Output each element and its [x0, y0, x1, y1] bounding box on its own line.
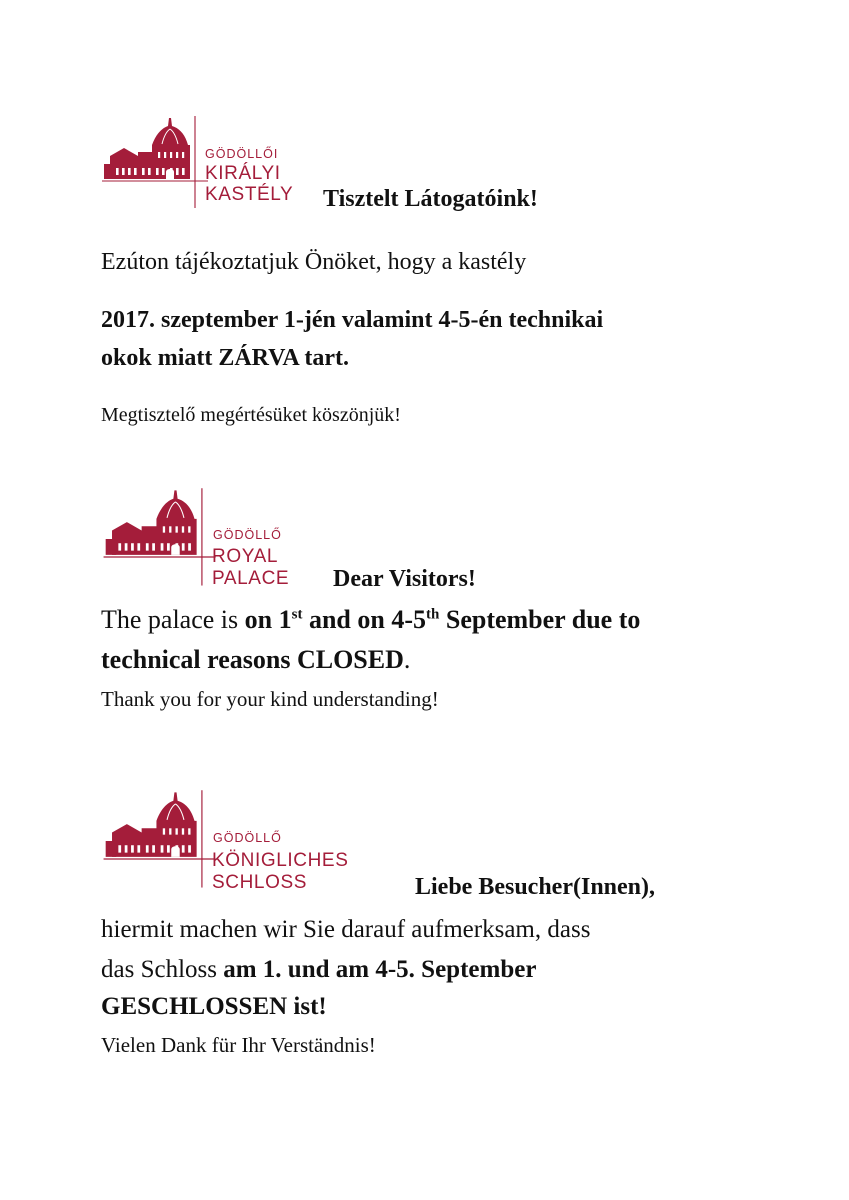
palace-logo-german: [100, 786, 349, 896]
palace-logo-english: [100, 484, 325, 594]
logo-line-2: KÖNIGLICHES: [212, 850, 349, 871]
logo-line-2: KIRÁLYI: [205, 163, 281, 184]
logo-line-3: KASTÉLY: [205, 184, 294, 205]
greeting-english: Dear Visitors!: [333, 566, 476, 592]
intro-hungarian: Ezúton tájékoztatjuk Önöket, hogy a kastély: [101, 249, 527, 275]
logo-line-3: SCHLOSS: [212, 872, 308, 893]
thanks-german: Vielen Dank für Ihr Verständnis!: [101, 1033, 376, 1057]
notice-german-line-3: GESCHLOSSEN ist!: [101, 993, 327, 1020]
thanks-hungarian: Megtisztelő megértésüket köszönjük!: [101, 404, 401, 426]
greeting-german: Liebe Besucher(Innen),: [415, 874, 655, 900]
thanks-english: Thank you for your kind understanding!: [101, 687, 439, 711]
logo-line-1: GÖDÖLLŐ: [213, 528, 282, 542]
greeting-hungarian: Tisztelt Látogatóink!: [323, 186, 538, 212]
notice-hungarian-line-1: 2017. szeptember 1-jén valamint 4-5-én technikai: [101, 307, 604, 333]
palace-logo-hungarian: [100, 112, 310, 216]
notice-german-line-1: hiermit machen wir Sie darauf aufmerksam, dass: [101, 916, 591, 943]
logo-line-1: GÖDÖLLŐI: [205, 147, 279, 161]
notice-hungarian-line-2: okok miatt ZÁRVA tart.: [101, 345, 350, 371]
notice-german-line-2: das Schloss am 1. und am 4-5. September: [101, 956, 537, 983]
logo-line-2: ROYAL: [212, 546, 279, 567]
logo-line-3: PALACE: [212, 568, 290, 589]
logo-line-1: GÖDÖLLŐ: [213, 831, 282, 845]
notice-english-line-2: technical reasons CLOSED.: [101, 645, 411, 674]
notice-english-line-1: The palace is on 1st and on 4-5th September due to: [101, 605, 641, 634]
